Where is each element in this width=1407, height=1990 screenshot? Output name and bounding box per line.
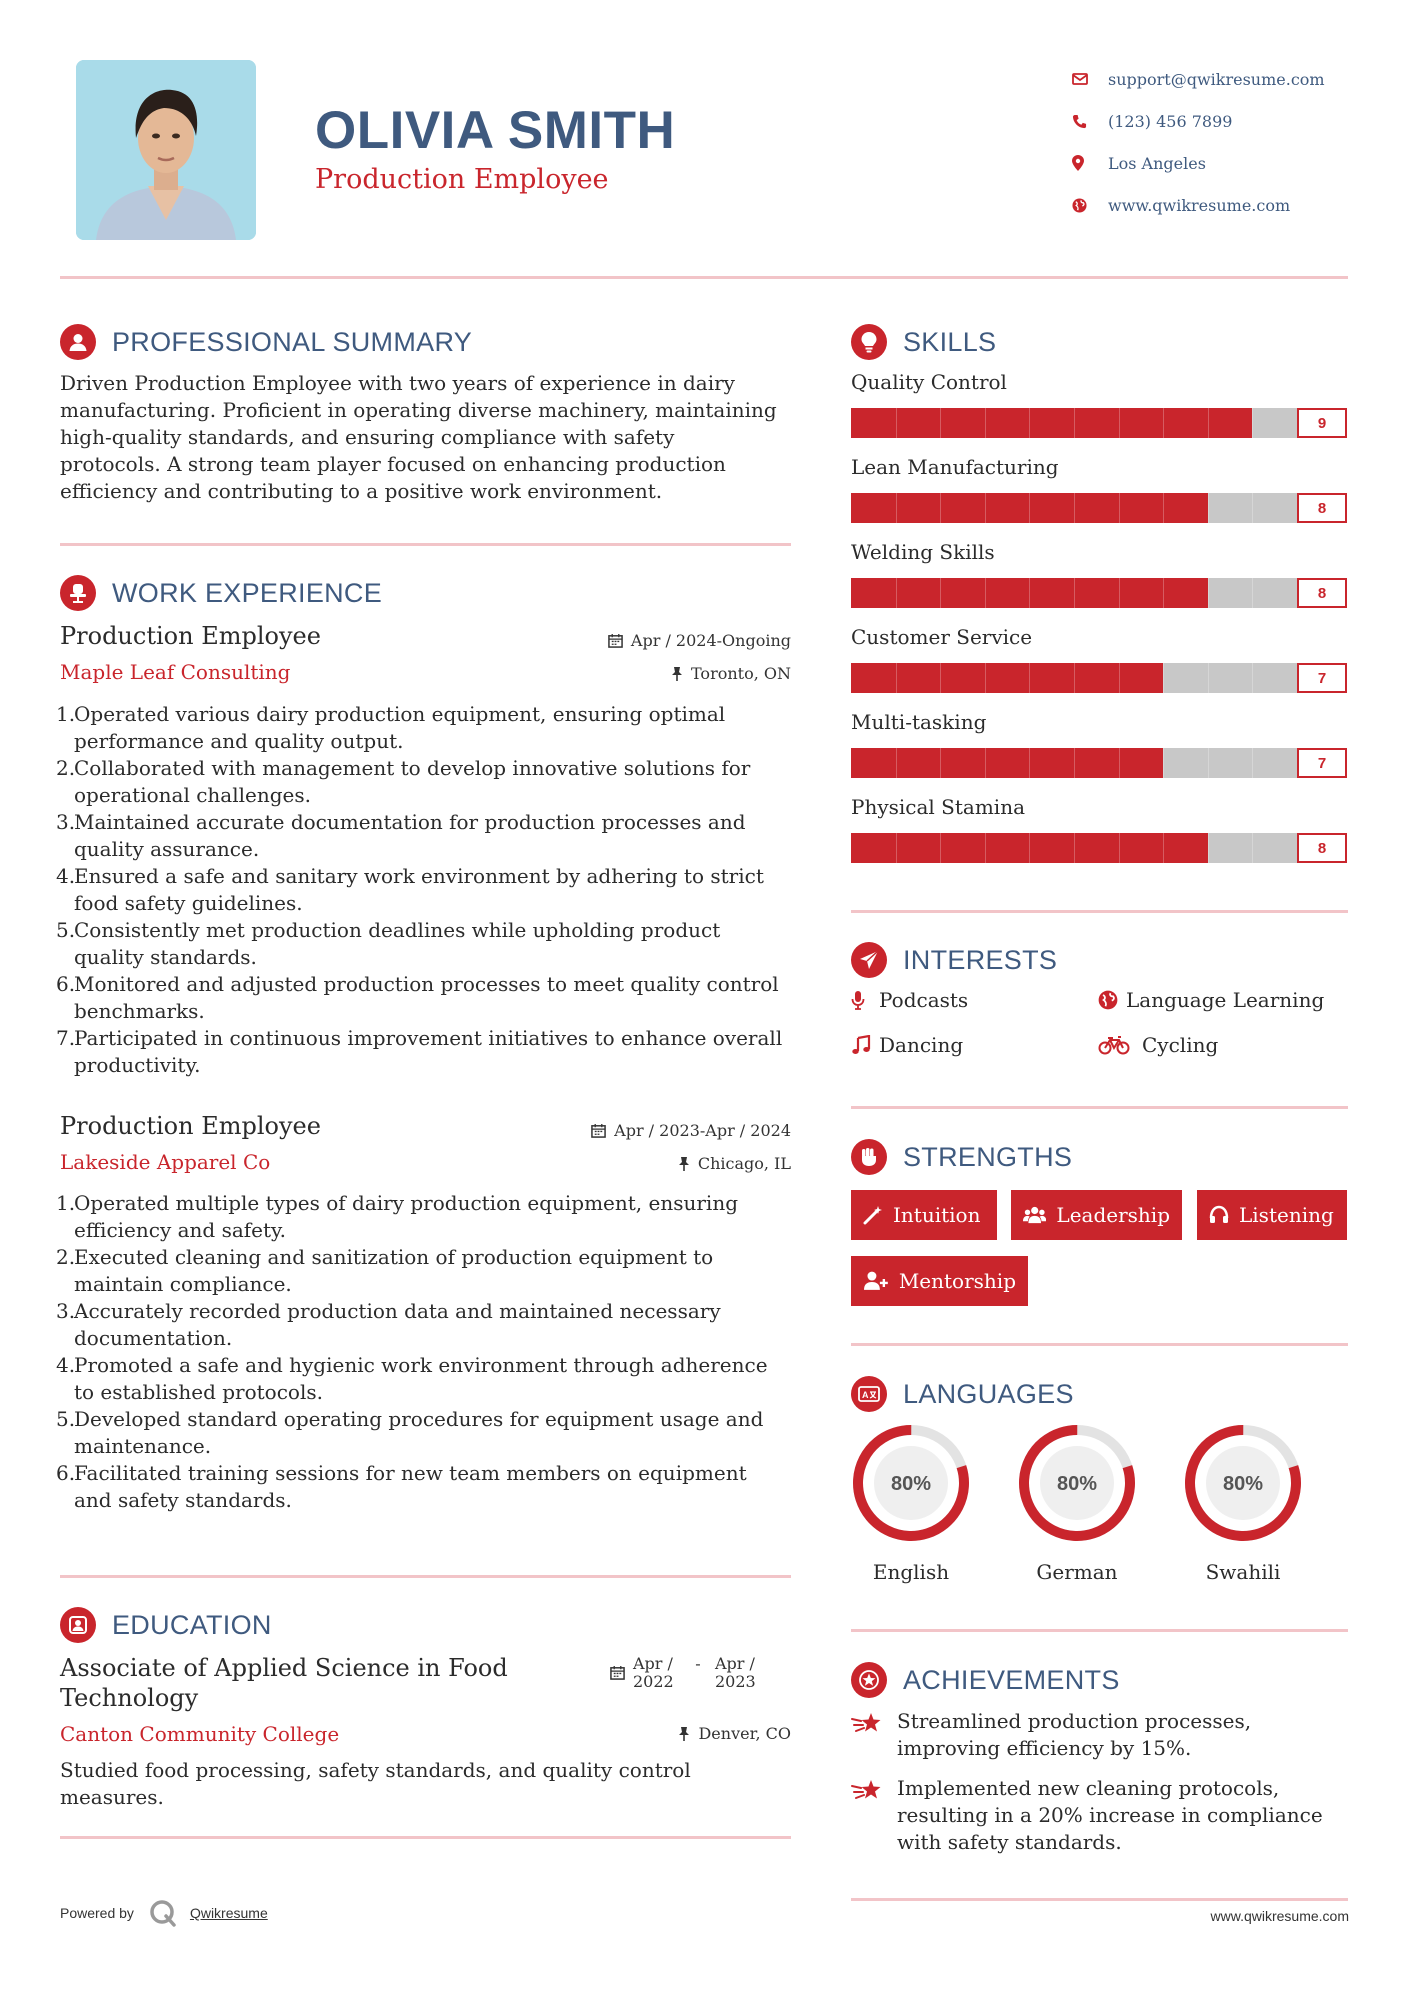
language-item: [1016, 1422, 1138, 1584]
job-2-date: [591, 1121, 791, 1140]
education-dates: [610, 1655, 763, 1691]
svg-text:A: A: [862, 1390, 869, 1400]
job-2-date-text: Apr / 2023-Apr / 2024: [614, 1121, 791, 1140]
education-location-text: Denver, CO: [698, 1724, 791, 1743]
language-level: 80%: [1222, 1473, 1264, 1495]
language-ring: [1182, 1422, 1304, 1544]
skill-bar-segment: [896, 493, 897, 523]
job-1-company: Maple Leaf Consulting: [60, 660, 291, 684]
skill-bar-segment: [1163, 833, 1164, 863]
job-2-company: Lakeside Apparel Co: [60, 1150, 271, 1174]
skill-bar-segment: [1163, 748, 1164, 778]
skill-bar: [851, 408, 1297, 438]
skill-bar-segment: [1029, 578, 1030, 608]
job-1-title: Production Employee: [60, 622, 321, 650]
translate-icon: [851, 1376, 887, 1412]
skill-bar-segment: [1252, 408, 1253, 438]
skill-bar-segment: [940, 833, 941, 863]
language-name: Swahili: [1205, 1560, 1281, 1584]
skill-bar-segment: [1074, 578, 1075, 608]
education-heading: [60, 1607, 272, 1643]
achievements-title: ACHIEVEMENTS: [903, 1664, 1120, 1695]
strength-label: Leadership: [1056, 1203, 1170, 1227]
education-title: EDUCATION: [112, 1609, 272, 1640]
skill-bar-segment: [1208, 493, 1209, 523]
job-1-date: [608, 631, 791, 650]
lightbulb-icon: [851, 324, 887, 360]
contact-location-text: Los Angeles: [1108, 153, 1206, 173]
skill-bar-segment: [985, 408, 986, 438]
skill-score: 8: [1297, 493, 1347, 523]
list-item: Participated in continuous improvement initiatives to enhance overall productivity.: [74, 1026, 783, 1077]
job-2-bullets: [56, 1190, 786, 1514]
skill-bar-segment: [1119, 578, 1120, 608]
interest-label: Cycling: [1142, 1033, 1219, 1057]
users-icon: [1023, 1205, 1046, 1225]
calendar-icon: [608, 633, 623, 648]
skill-bar-segment: [896, 833, 897, 863]
strength-label: Listening: [1239, 1203, 1334, 1227]
skill-bar-segment: [1163, 493, 1164, 523]
user-plus-icon: [863, 1271, 889, 1291]
skills-title: SKILLS: [903, 326, 997, 357]
skill-bar-segment: [1252, 663, 1253, 693]
contact-website-text: www.qwikresume.com: [1108, 195, 1291, 215]
footer-powered-label: Powered by: [60, 1905, 134, 1921]
header-divider: [60, 276, 1348, 279]
skill-bar-segment: [985, 578, 986, 608]
skill-bar-fill: [851, 408, 1252, 438]
map-pin-icon: [1072, 155, 1108, 171]
skill-label: Lean Manufacturing: [851, 455, 1059, 479]
achievement-2: [851, 1775, 1351, 1856]
paper-plane-icon: [851, 942, 887, 978]
skill-bar-segment: [940, 663, 941, 693]
strength-chip-intuition: [851, 1190, 997, 1240]
skill-score: 8: [1297, 578, 1347, 608]
footer-website[interactable]: www.qwikresume.com: [1210, 1908, 1349, 1924]
footer-brand-link[interactable]: Qwikresume: [189, 1905, 268, 1921]
candidate-role: Production Employee: [315, 164, 609, 195]
skill-bar-segment: [985, 493, 986, 523]
experience-divider: [60, 1575, 791, 1578]
list-item: Facilitated training sessions for new team members on equipment and safety standards.: [74, 1461, 747, 1512]
skill-score: 8: [1297, 833, 1347, 863]
skill-bar-segment: [896, 408, 897, 438]
calendar-icon: [610, 1665, 625, 1680]
skill-bar-fill: [851, 748, 1163, 778]
skill-bar-segment: [1074, 408, 1075, 438]
contact-phone-text: (123) 456 7899: [1108, 111, 1233, 131]
list-item: Executed cleaning and sanitization of production equipment to maintain compliance.: [74, 1245, 714, 1296]
skill-bar-segment: [985, 833, 986, 863]
graduate-icon: [60, 1607, 96, 1643]
skill-bar-segment: [1163, 663, 1164, 693]
job-2-title: Production Employee: [60, 1112, 321, 1140]
language-ring: [850, 1422, 972, 1544]
interest-label: Dancing: [879, 1033, 964, 1057]
pushpin-icon: [671, 666, 683, 682]
skill-bar-segment: [940, 408, 941, 438]
skill-bar-segment: [1208, 408, 1209, 438]
skill-bar-segment: [1252, 493, 1253, 523]
skill-bar: [851, 748, 1297, 778]
qwikresume-logo-icon: [148, 1898, 178, 1928]
contact-email-text: support@qwikresume.com: [1108, 69, 1325, 89]
list-item: Monitored and adjusted production processes to meet quality control benchmarks.: [74, 972, 779, 1023]
language-name: English: [872, 1560, 950, 1584]
languages-title: LANGUAGES: [903, 1378, 1074, 1409]
education-school: Canton Community College: [60, 1722, 340, 1746]
language-name: German: [1036, 1560, 1118, 1584]
skill-bar-segment: [1074, 493, 1075, 523]
skill-bar-segment: [985, 663, 986, 693]
list-item: Collaborated with management to develop innovative solutions for operational challenges.: [74, 756, 751, 807]
interest-cycling: [1098, 1033, 1218, 1057]
interest-label: Podcasts: [879, 988, 969, 1012]
skill-bar-segment: [1252, 833, 1253, 863]
shooting-star-icon: [851, 1775, 897, 1856]
languages-heading: [851, 1376, 1074, 1412]
skill-bar: [851, 663, 1297, 693]
skill-bar-segment: [1119, 833, 1120, 863]
skill-bar-segment: [896, 663, 897, 693]
phone-icon: [1072, 114, 1108, 129]
skill-bar-segment: [1029, 833, 1030, 863]
education-end: Apr / 2023: [715, 1654, 756, 1691]
skills-heading: [851, 324, 996, 360]
skill-bar-segment: [1029, 408, 1030, 438]
education-description: Studied food processing, safety standards, and quality control measures.: [60, 1758, 691, 1809]
job-1-location: [671, 664, 791, 683]
briefcase-chair-icon: [60, 575, 96, 611]
skill-bar-segment: [896, 748, 897, 778]
interest-label: Language Learning: [1126, 988, 1325, 1012]
interest-language-learning: [1098, 988, 1324, 1012]
skill-label: Multi-tasking: [851, 710, 987, 734]
strengths-heading: [851, 1139, 1072, 1175]
list-item: Developed standard operating procedures for equipment usage and maintenance.: [74, 1407, 764, 1458]
summary-text: Driven Production Employee with two years of experience in dairy manufacturing. Proficient in operating diverse machinery, maintaining high-quality standards, and ensuring compliance with safety protocols. A strong team player focused on enhancing production efficiency and contributing to a positive work environment.: [60, 371, 777, 503]
skill-bar-segment: [940, 493, 941, 523]
profile-photo: [76, 60, 256, 240]
skill-bar-segment: [1163, 408, 1164, 438]
skill-score: 7: [1297, 663, 1347, 693]
strength-chip-mentorship: [851, 1256, 1028, 1306]
strength-label: Intuition: [893, 1203, 981, 1227]
list-item: Consistently met production deadlines while upholding product quality standards.: [74, 918, 721, 969]
skill-bar-segment: [1119, 748, 1120, 778]
skill-bar-segment: [1074, 748, 1075, 778]
job-1-location-text: Toronto, ON: [691, 664, 791, 683]
achievement-text: Streamlined production processes, improving efficiency by 15%.: [897, 1709, 1252, 1760]
skill-bar-fill: [851, 663, 1163, 693]
strength-chip-leadership: [1011, 1190, 1182, 1240]
envelope-icon: [1072, 73, 1108, 85]
education-start: Apr / 2022: [633, 1654, 674, 1691]
skills-divider: [851, 910, 1348, 913]
skill-bar-segment: [1208, 663, 1209, 693]
skill-bar-segment: [1208, 578, 1209, 608]
skill-bar-segment: [1252, 748, 1253, 778]
interests-divider: [851, 1106, 1348, 1109]
skill-bar: [851, 578, 1297, 608]
contact-block: [1072, 58, 1325, 226]
headphones-icon: [1209, 1205, 1229, 1225]
interests-title: INTERESTS: [903, 944, 1058, 975]
microphone-icon: [851, 990, 879, 1010]
strength-label: Mentorship: [898, 1269, 1016, 1293]
job-2-location-text: Chicago, IL: [697, 1154, 791, 1173]
candidate-name: OLIVIA SMITH: [315, 101, 676, 160]
skill-bar-segment: [1029, 493, 1030, 523]
skill-bar: [851, 493, 1297, 523]
skill-bar-segment: [1208, 833, 1209, 863]
job-1-date-text: Apr / 2024-Ongoing: [630, 631, 791, 650]
language-ring: [1016, 1422, 1138, 1544]
skill-bar-segment: [1208, 748, 1209, 778]
skill-bar-segment: [1163, 578, 1164, 608]
summary-title: PROFESSIONAL SUMMARY: [112, 326, 473, 357]
interest-podcasts: [851, 988, 968, 1012]
shooting-star-icon: [851, 1708, 897, 1762]
contact-website[interactable]: [1072, 184, 1325, 226]
skill-bar-segment: [1029, 663, 1030, 693]
achievements-divider: [851, 1898, 1348, 1901]
strengths-title: STRENGTHS: [903, 1141, 1073, 1172]
bicycle-icon: [1098, 1035, 1142, 1055]
language-level: 80%: [890, 1473, 932, 1495]
contact-location: [1072, 142, 1325, 184]
skill-bar-segment: [940, 748, 941, 778]
music-note-icon: [851, 1035, 879, 1055]
achievement-1: [851, 1708, 1351, 1762]
strength-chip-listening: [1197, 1190, 1347, 1240]
skill-bar-segment: [896, 578, 897, 608]
pushpin-icon: [678, 1726, 690, 1742]
skill-bar-segment: [1074, 663, 1075, 693]
interest-dancing: [851, 1033, 963, 1057]
footer-powered: [60, 1898, 268, 1928]
user-icon: [60, 324, 96, 360]
globe-icon: [1098, 990, 1126, 1010]
skill-bar-segment: [985, 748, 986, 778]
star-badge-icon: [851, 1662, 887, 1698]
magic-wand-icon: [863, 1205, 883, 1225]
list-item: Accurately recorded production data and maintained necessary documentation.: [74, 1299, 721, 1350]
job-2-location: [678, 1154, 791, 1173]
experience-title: WORK EXPERIENCE: [112, 577, 383, 608]
contact-email[interactable]: [1072, 58, 1325, 100]
achievement-text: Implemented new cleaning protocols, resulting in a 20% increase in compliance with safety standards.: [897, 1776, 1323, 1854]
skill-bar-segment: [940, 578, 941, 608]
skill-bar-segment: [1029, 748, 1030, 778]
skill-label: Welding Skills: [851, 540, 995, 564]
globe-icon: [1072, 198, 1108, 213]
skill-bar-segment: [1252, 578, 1253, 608]
skill-score: 9: [1297, 408, 1347, 438]
pushpin-icon: [678, 1156, 690, 1172]
interests-heading: [851, 942, 1057, 978]
list-item: Maintained accurate documentation for production processes and quality assurance.: [74, 810, 746, 861]
skill-score: 7: [1297, 748, 1347, 778]
experience-heading: [60, 575, 382, 611]
language-item: [850, 1422, 972, 1584]
skill-label: Quality Control: [851, 370, 1007, 394]
skill-bar-segment: [1074, 833, 1075, 863]
date-separator: -: [695, 1654, 701, 1673]
education-degree: Associate of Applied Science in Food Technology: [60, 1654, 508, 1712]
summary-heading: [60, 324, 472, 360]
job-1-bullets: [56, 701, 786, 1079]
fist-icon: [851, 1139, 887, 1175]
achievements-heading: [851, 1662, 1120, 1698]
summary-divider: [60, 543, 791, 546]
list-item: Operated various dairy production equipment, ensuring optimal performance and quality output.: [74, 702, 726, 753]
skill-bar-segment: [1119, 493, 1120, 523]
list-item: Operated multiple types of dairy production equipment, ensuring efficiency and safety.: [74, 1191, 739, 1242]
education-divider: [60, 1836, 791, 1839]
skill-label: Customer Service: [851, 625, 1033, 649]
strengths-divider: [851, 1343, 1348, 1346]
list-item: Promoted a safe and hygienic work environment through adherence to established protocols.: [74, 1353, 768, 1404]
language-level: 80%: [1056, 1473, 1098, 1495]
education-location: [678, 1724, 791, 1743]
skill-bar-segment: [1119, 408, 1120, 438]
skill-bar-segment: [1119, 663, 1120, 693]
language-item: [1182, 1422, 1304, 1584]
list-item: Ensured a safe and sanitary work environment by adhering to strict food safety guidelines.: [74, 864, 764, 915]
calendar-icon: [591, 1123, 606, 1138]
skill-bar: [851, 833, 1297, 863]
contact-phone[interactable]: [1072, 100, 1325, 142]
languages-divider: [851, 1629, 1348, 1632]
skill-label: Physical Stamina: [851, 795, 1026, 819]
